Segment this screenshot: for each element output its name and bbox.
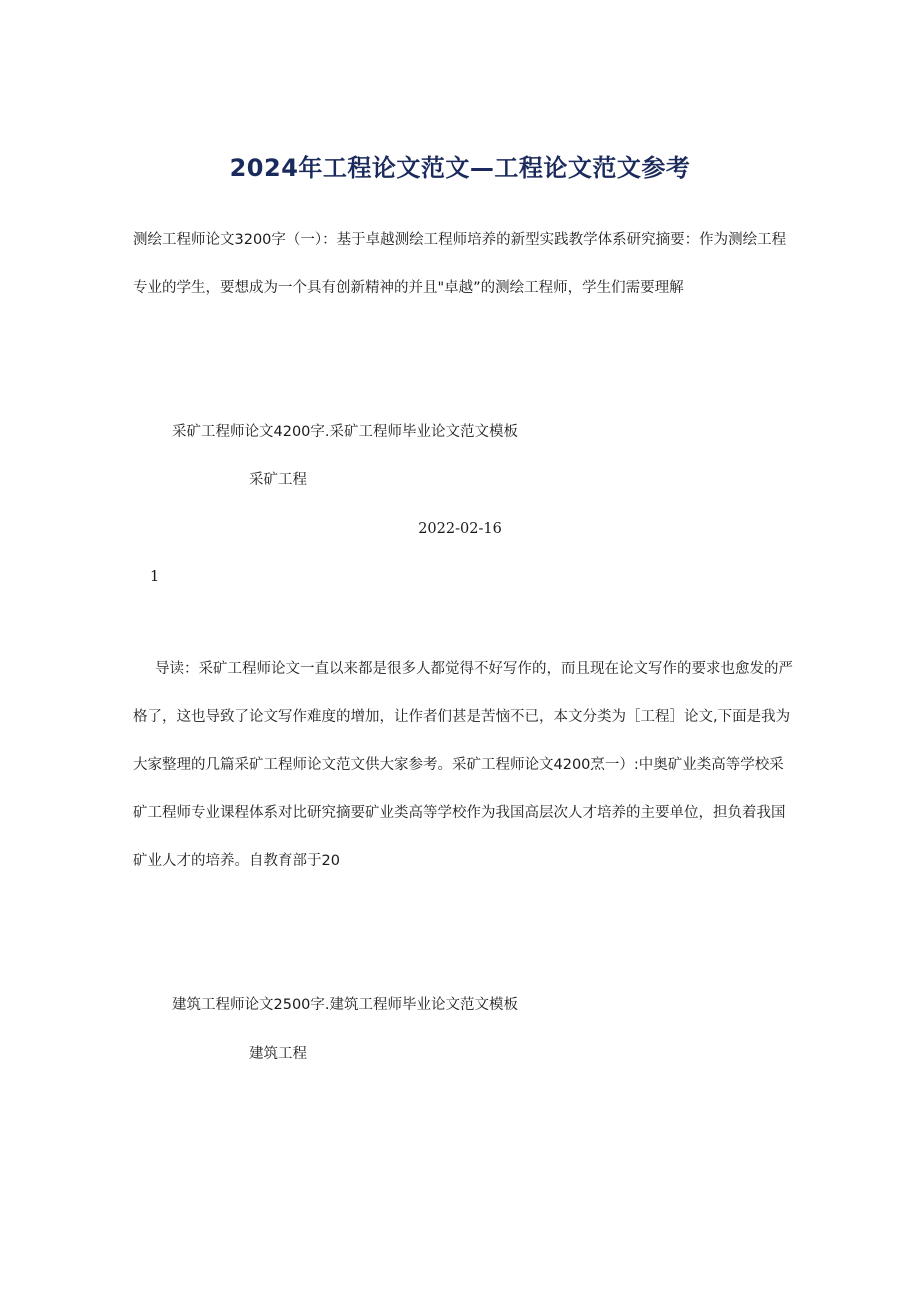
article-category: 采矿工程 xyxy=(249,472,307,488)
intro-paragraph: 测绘工程师论文3200字（一）：基于卓越测绘工程师培养的新型实践教学体系研究摘要：作为测绘工程专业的学生，要想成为一个具有创新精神的并且"卓越”的测绘工程师，学生们需要理解 xyxy=(133,232,787,296)
article-category: 建筑工程 xyxy=(249,1046,307,1062)
page-title: 2024年工程论文范文—工程论文范文参考 xyxy=(229,154,691,182)
article-title: 采矿工程师论文4200字.采矿工程师毕业论文范文模板 xyxy=(172,424,519,440)
article-title: 建筑工程师论文2500字.建筑工程师毕业论文范文模板 xyxy=(172,997,519,1013)
guide-paragraph: 导读：采矿工程师论文一直以来都是很多人都觉得不好写作的，而且现在论文写作的要求也愈发的严格了，这也导致了论文写作难度的增加，让作者们甚是苦恼不已，本文分类为［工程］论文,下面是我为大家整理的几篇采矿工程师论文范文供大家参考。采矿工程师论文4200烹一）:中奥矿业类高等学校采矿工程师专业课程体系对比研究摘要矿业类高等学校作为我国高层次人才培养的主要单位，担负着我国矿业人才的培养。自教育部于20 xyxy=(133,661,793,869)
article-number: 1 xyxy=(150,569,160,585)
article-date: 2022-02-16 xyxy=(418,521,502,537)
